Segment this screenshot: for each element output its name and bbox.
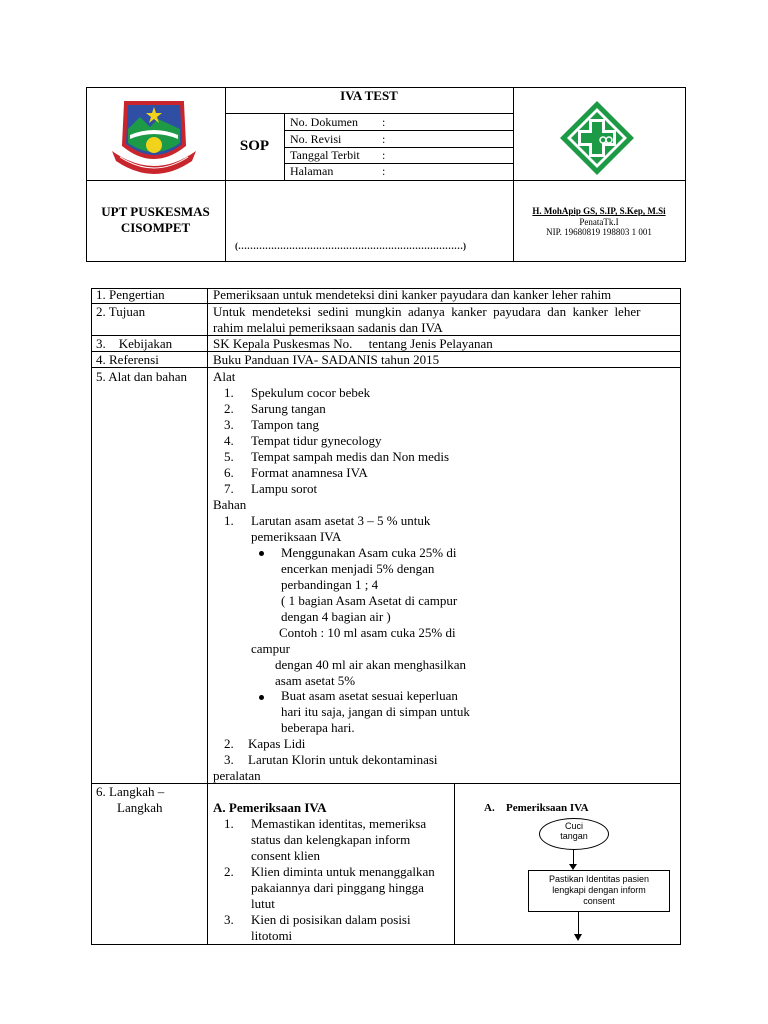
list-item-num: 7.	[224, 481, 234, 496]
flow-start-line2: tangan	[560, 831, 588, 841]
bullet-icon	[259, 695, 264, 700]
list-item: Format anamnesa IVA	[251, 465, 368, 480]
step-line: consent klien	[251, 848, 320, 863]
row-text-kebijakan: SK Kepala Puskesmas No. tentang Jenis Pelayanan	[213, 336, 493, 351]
flow-box-line: Pastikan Identitas pasien	[548, 874, 650, 884]
regional-logo	[108, 95, 200, 177]
row-text-referensi: Buku Panduan IVA- SADANIS tahun 2015	[213, 352, 440, 367]
contoh-line2: campur	[251, 641, 290, 656]
contoh-line1: Contoh : 10 ml asam cuka 25% di	[279, 625, 456, 640]
bullet2-line: Buat asam asetat sesuai keperluan	[281, 688, 458, 703]
bahan-3-line2: peralatan	[213, 768, 261, 783]
bullet1-line: encerkan menjadi 5% dengan	[281, 561, 435, 576]
doc-field-sep: :	[382, 148, 386, 162]
signer-name: H. MohApip GS, S.IP, S.Kep, M.Si	[532, 206, 666, 216]
row-text-pengertian: Pemeriksaan untuk mendeteksi dini kanker payudara dan kanker leher rahim	[213, 287, 612, 302]
signature-line: (…………………………………………………………………)	[235, 241, 466, 251]
bahan-2-text: Kapas Lidi	[248, 736, 306, 751]
alat-heading: Alat	[213, 369, 236, 384]
signer-nip: NIP. 19680819 198803 1 001	[546, 227, 652, 237]
row-label-langkah-1: 6. Langkah –	[96, 784, 165, 799]
bullet-icon	[259, 551, 264, 556]
row-text-tujuan-2: rahim melalui pemeriksaan sadanis dan IVA	[213, 320, 443, 335]
bahan-3-line1: Larutan Klorin untuk dekontaminasi	[248, 752, 438, 767]
row-label-tujuan: 2. Tujuan	[96, 304, 146, 319]
list-item-num: 1.	[224, 385, 234, 400]
bullet1-line: dengan 4 bagian air )	[281, 609, 391, 624]
step-num: 2.	[224, 864, 234, 879]
contoh-line3: dengan 40 ml air akan menghasilkan	[275, 657, 466, 672]
doc-field-sep: :	[382, 164, 386, 178]
step-line: status dan kelengkapan inform	[251, 832, 411, 847]
signer-rank: PenataTk.I	[579, 217, 619, 227]
doc-field-label: Halaman	[290, 164, 334, 178]
org-name-line1: UPT PUSKESMAS	[101, 204, 210, 219]
step-line: pakaiannya dari pinggang hingga	[251, 880, 424, 895]
flow-arrow-icon	[574, 934, 582, 941]
list-item: Spekulum cocor bebek	[251, 385, 371, 400]
row-label-referensi: 4. Referensi	[96, 352, 159, 367]
step-line: Memastikan identitas, memeriksa	[251, 816, 427, 831]
list-item-num: 3.	[224, 752, 234, 767]
row-label-kebijakan: 3. Kebijakan	[96, 336, 173, 351]
flow-title: Pemeriksaan IVA	[506, 802, 589, 814]
flow-box-line: consent	[583, 896, 615, 906]
flow-arrow-line	[578, 911, 579, 936]
list-item-num: 3.	[224, 417, 234, 432]
bahan-1-line1: Larutan asam asetat 3 – 5 % untuk	[251, 513, 431, 528]
row-label-pengertian: 1. Pengertian	[96, 287, 165, 302]
doc-field-sep: :	[382, 132, 386, 146]
bullet2-line: hari itu saja, jangan di simpan untuk	[281, 704, 470, 719]
flow-start-line1: Cuci	[564, 821, 583, 831]
list-item: Tampon tang	[251, 417, 320, 432]
step-line: Kien di posisikan dalam posisi	[251, 912, 411, 927]
sop-title: IVA TEST	[340, 88, 398, 103]
row-label-langkah-2: Langkah	[117, 800, 163, 815]
doc-field-sep: :	[382, 115, 386, 129]
flow-title-num: A.	[484, 802, 495, 814]
step-line: litotomi	[251, 928, 293, 943]
list-item: Sarung tangan	[251, 401, 326, 416]
puskesmas-logo	[558, 99, 636, 177]
row-text-tujuan-1: Untuk mendeteksi sedini mungkin adanya kanker payudara dan kanker leher	[213, 304, 641, 319]
flow-box-line: lengkapi dengan inform	[552, 885, 646, 895]
bullet2-line: beberapa hari.	[281, 720, 355, 735]
step-num: 1.	[224, 816, 234, 831]
doc-field-label: No. Dokumen	[290, 115, 358, 129]
step-num: 3.	[224, 912, 234, 927]
contoh-line4: asam asetat 5%	[275, 673, 356, 688]
doc-field-label: Tanggal Terbit	[290, 148, 360, 162]
bullet1-line: Menggunakan Asam cuka 25% di	[281, 545, 457, 560]
list-item-num: 4.	[224, 433, 234, 448]
bullet1-line: ( 1 bagian Asam Asetat di campur	[281, 593, 458, 608]
step-line: Klien diminta untuk menanggalkan	[251, 864, 435, 879]
doc-field-label: No. Revisi	[290, 132, 342, 146]
bullet1-line: perbandingan 1 ; 4	[281, 577, 379, 592]
list-item: Tempat tidur gynecology	[251, 433, 382, 448]
row-label-alat-bahan: 5. Alat dan bahan	[96, 369, 187, 384]
list-item-num: 2.	[224, 401, 234, 416]
langkah-section-title: A. Pemeriksaan IVA	[213, 800, 327, 815]
org-name-line2: CISOMPET	[120, 220, 191, 235]
list-item: Tempat sampah medis dan Non medis	[251, 449, 450, 464]
list-item-num: 6.	[224, 465, 234, 480]
list-item-num: 5.	[224, 449, 234, 464]
list-item-num: 2.	[224, 736, 234, 751]
step-line: lutut	[251, 896, 275, 911]
sop-label: SOP	[239, 138, 270, 154]
bahan-heading: Bahan	[213, 497, 247, 512]
list-item: Lampu sorot	[251, 481, 318, 496]
list-item-num: 1.	[224, 513, 234, 528]
bahan-1-line2: pemeriksaan IVA	[251, 529, 342, 544]
